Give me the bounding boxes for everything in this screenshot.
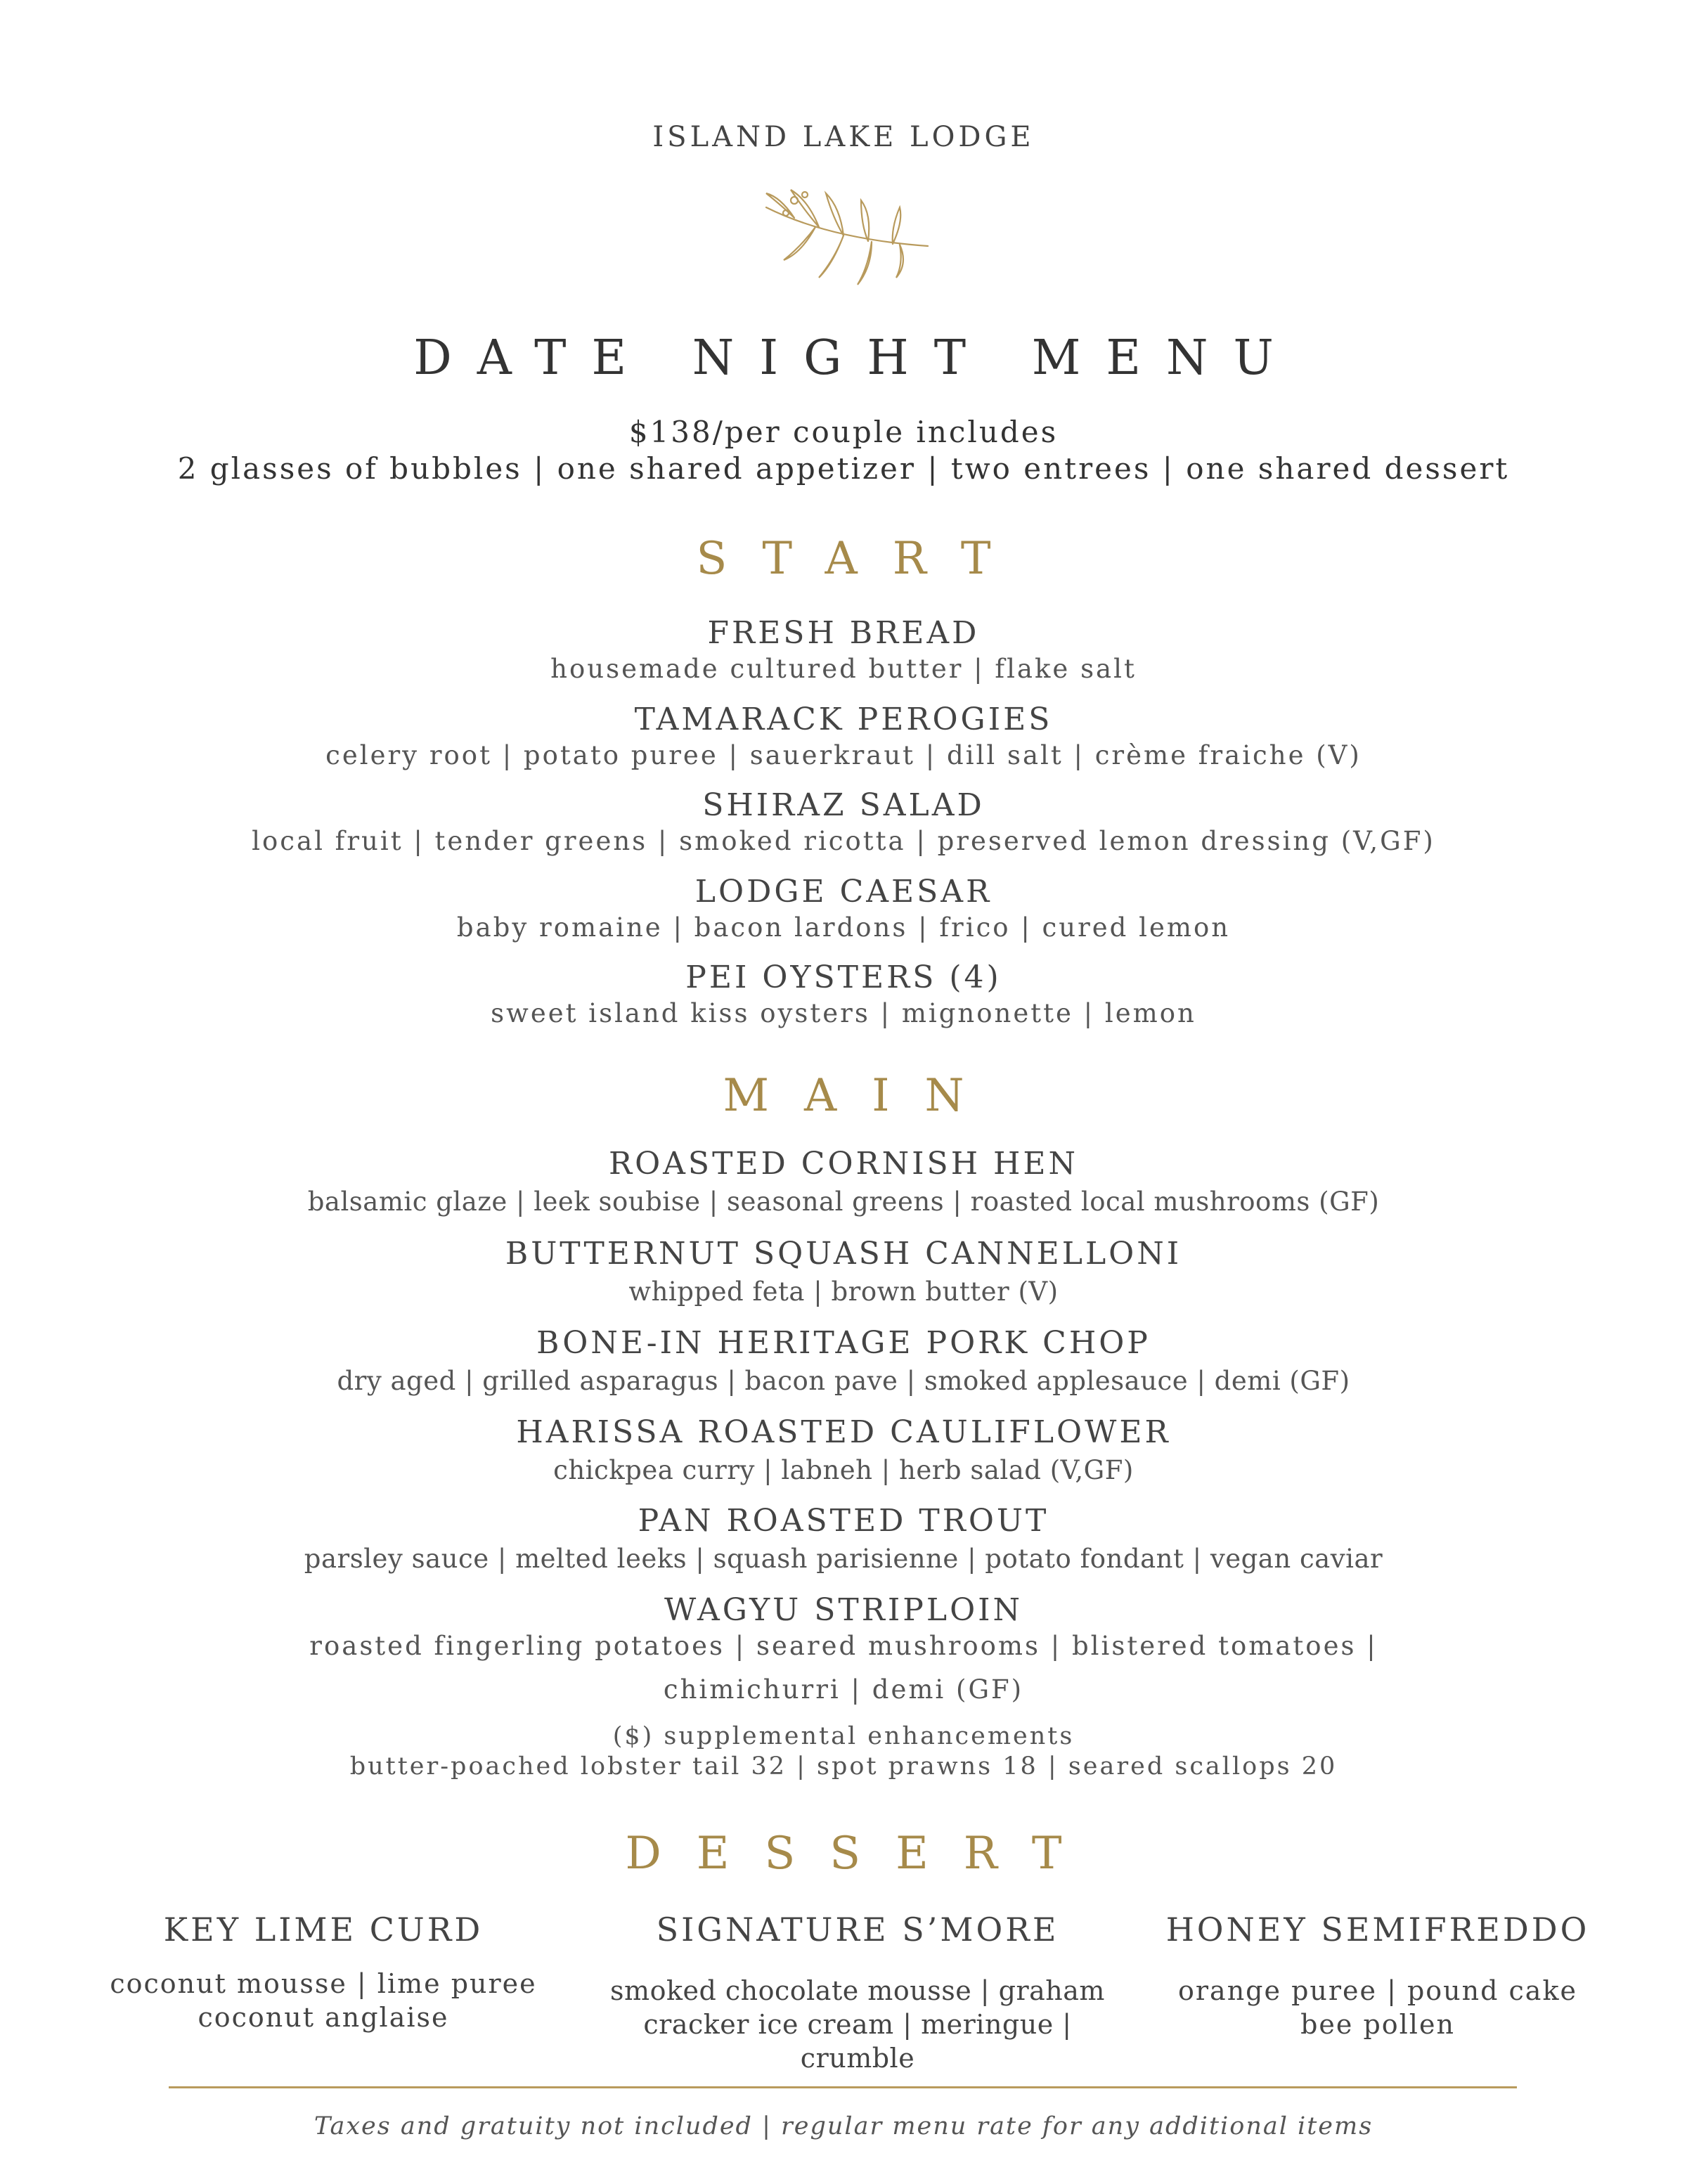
- leaf-branch-icon: [752, 179, 935, 292]
- price-line: $138/per couple includes: [628, 415, 1059, 449]
- footer-divider: [169, 2086, 1517, 2088]
- dessert-desc-line1: orange puree | pound cake: [1178, 1975, 1577, 2006]
- dessert-name: KEY LIME CURD: [163, 1911, 484, 1949]
- item-desc-wagyu-line2: chimichurri | demi (GF): [663, 1674, 1024, 1705]
- item-desc-harissa-cauliflower: chickpea curry | labneh | herb salad (V,GF): [553, 1455, 1134, 1485]
- item-name-squash-cannelloni: BUTTERNUT SQUASH CANNELLONI: [505, 1236, 1182, 1272]
- item-desc-pei-oysters: sweet island kiss oysters | mignonette | lemon: [491, 998, 1196, 1028]
- item-desc-fresh-bread: housemade cultured butter | flake salt: [550, 654, 1137, 684]
- dessert-name: HONEY SEMIFREDDO: [1165, 1911, 1590, 1949]
- section-heading-start: START: [696, 533, 1026, 585]
- section-heading-main: MAIN: [723, 1070, 1000, 1122]
- item-name-wagyu-striploin: WAGYU STRIPLOIN: [664, 1592, 1023, 1628]
- item-name-pei-oysters: PEI OYSTERS (4): [685, 959, 1002, 995]
- item-name-pan-roasted-trout: PAN ROASTED TROUT: [638, 1503, 1049, 1539]
- dessert-item-honey-semifreddo: [1125, 1911, 1631, 2041]
- item-name-cornish-hen: ROASTED CORNISH HEN: [608, 1146, 1079, 1182]
- dessert-item-key-lime: [70, 1911, 576, 2034]
- dessert-desc-line1: coconut mousse | lime puree: [110, 1968, 537, 1999]
- item-name-tamarack-perogies: TAMARACK PEROGIES: [634, 702, 1053, 737]
- includes-line: 2 glasses of bubbles | one shared appetizer | two entrees | one shared dessert: [177, 451, 1510, 486]
- item-name-harissa-cauliflower: HARISSA ROASTED CAULIFLOWER: [516, 1414, 1171, 1450]
- supplemental-items: butter-poached lobster tail 32 | spot prawns 18 | seared scallops 20: [349, 1752, 1338, 1781]
- dessert-item-smore: [605, 1911, 1111, 2075]
- item-name-lodge-caesar: LODGE CAESAR: [694, 874, 993, 910]
- item-desc-pork-chop: dry aged | grilled asparagus | bacon pave | smoked applesauce | demi (GF): [337, 1366, 1350, 1396]
- dessert-name: SIGNATURE S’MORE: [656, 1911, 1059, 1949]
- item-desc-tamarack-perogies: celery root | potato puree | sauerkraut | dill salt | crème fraiche (V): [325, 740, 1362, 770]
- footer-note: Taxes and gratuity not included | regular menu rate for any additional items: [314, 2112, 1373, 2140]
- section-heading-dessert: DESSERT: [625, 1828, 1097, 1880]
- supplemental-title: ($) supplemental enhancements: [612, 1722, 1075, 1750]
- dessert-desc-line2: cracker ice cream | meringue | crumble: [643, 2009, 1072, 2074]
- item-desc-cornish-hen: balsamic glaze | leek soubise | seasonal greens | roasted local mushrooms (GF): [307, 1187, 1380, 1217]
- item-desc-lodge-caesar: baby romaine | bacon lardons | frico | cured lemon: [456, 912, 1231, 943]
- item-name-fresh-bread: FRESH BREAD: [707, 615, 980, 651]
- item-desc-shiraz-salad: local fruit | tender greens | smoked ricotta | preserved lemon dressing (V,GF): [252, 826, 1435, 856]
- item-desc-pan-roasted-trout: parsley sauce | melted leeks | squash parisienne | potato fondant | vegan caviar: [304, 1544, 1383, 1574]
- item-name-pork-chop: BONE-IN HERITAGE PORK CHOP: [536, 1325, 1151, 1361]
- lodge-name: ISLAND LAKE LODGE: [652, 121, 1035, 153]
- menu-title: DATE NIGHT MENU: [413, 330, 1299, 386]
- dessert-desc-line2: coconut anglaise: [198, 2002, 449, 2033]
- item-desc-wagyu-line1: roasted fingerling potatoes | seared mushrooms | blistered tomatoes |: [309, 1631, 1378, 1661]
- item-name-shiraz-salad: SHIRAZ SALAD: [702, 787, 985, 823]
- dessert-desc-line1: smoked chocolate mousse | graham: [610, 1975, 1105, 2006]
- item-desc-squash-cannelloni: whipped feta | brown butter (V): [628, 1277, 1059, 1307]
- dessert-desc-line2: bee pollen: [1300, 2009, 1455, 2040]
